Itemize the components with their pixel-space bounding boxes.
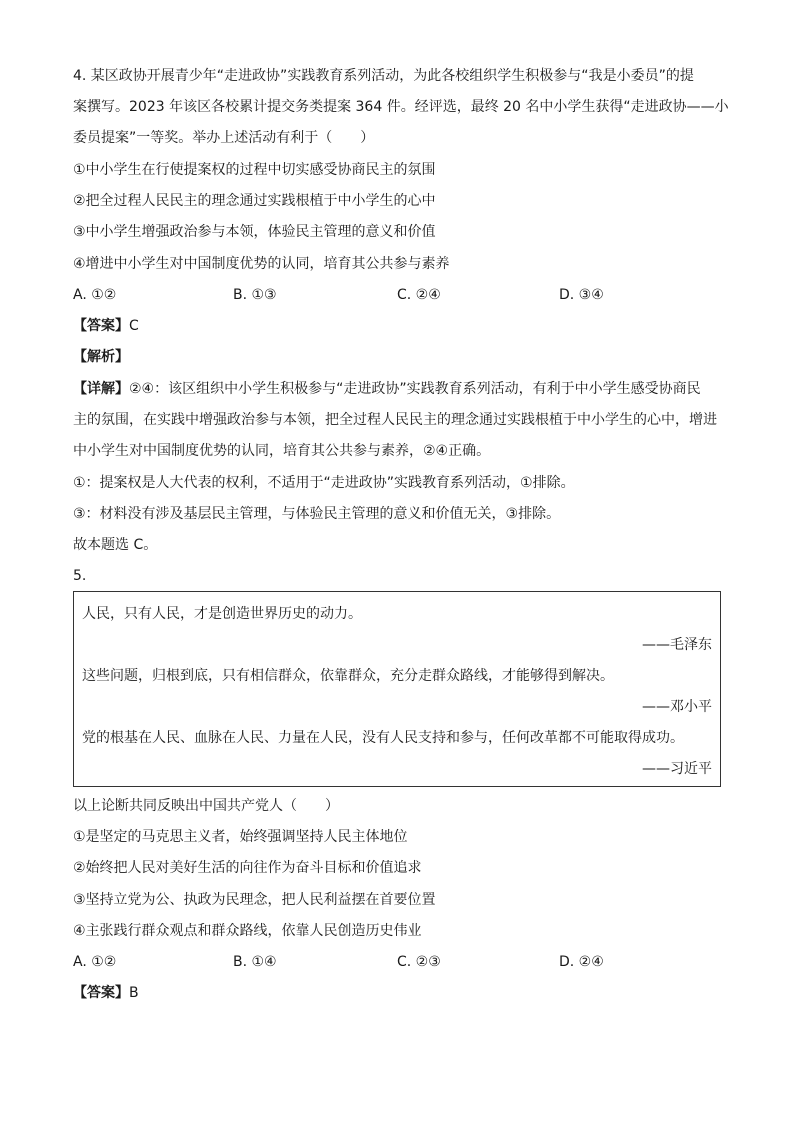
q4-item-1: ①中小学生在行使提案权的过程中切实感受协商民主的氛围 [73, 162, 436, 178]
q4-item-4: ④增进中小学生对中国制度优势的认同，培育其公共参与素养 [73, 256, 450, 272]
q4-conclusion: 故本题选 C。 [73, 537, 158, 553]
q4-stem-line-1: 4. 某区政协开展青少年“走进政协”实践教育系列活动，为此各校组织学生积极参与“我是小委员”的提 [73, 68, 694, 84]
q5-stem: 以上论断共同反映出中国共产党人（ ） [73, 798, 339, 814]
q5-quote-2: 这些问题，归根到底，只有相信群众，依靠群众，充分走群众路线，才能够得到解决。 [82, 668, 614, 684]
q5-item-3: ③坚持立党为公、执政为民理念，把人民利益摆在首要位置 [73, 892, 436, 908]
q4-answer [73, 316, 723, 336]
q4-option-c: C. ②④ [397, 287, 441, 303]
q5-option-c: C. ②③ [397, 954, 441, 970]
q4-analysis-tag: 【解析】 [73, 349, 129, 365]
q4-item-3: ③中小学生增强政治参与本领，体验民主管理的意义和价值 [73, 224, 436, 240]
q4-detail-tag: 【详解】 [73, 381, 129, 397]
q4-detail-line-3: 中小学生对中国制度优势的认同，培育其公共参与素养，②④正确。 [73, 443, 491, 459]
q4-exclude-2: ③：材料没有涉及基层民主管理，与体验民主管理的意义和价值无关，③排除。 [73, 506, 561, 522]
q5-item-4: ④主张践行群众观点和群众路线，依靠人民创造历史伟业 [73, 923, 422, 939]
q5-quote-box [73, 591, 721, 787]
q5-number: 5. [73, 568, 87, 584]
q4-answer-tag: 【答案】 [73, 318, 129, 334]
q5-option-d: D. ②④ [559, 954, 604, 970]
q4-detail-line-2: 主的氛围，在实践中增强政治参与本领，把全过程人民民主的理念通过实践根植于中小学生的心中，增进 [73, 412, 717, 428]
q4-detail-line-1 [73, 379, 723, 399]
q4-option-d: D. ③④ [559, 287, 604, 303]
q4-detail-text-1: ②④：该区组织中小学生积极参与“走进政协”实践教育系列活动，有利于中小学生感受协商民 [129, 381, 701, 397]
q5-quote-3-author: ——习近平 [642, 761, 712, 777]
q5-quote-1-author: ——毛泽东 [642, 637, 712, 653]
q5-options [73, 952, 723, 972]
q4-option-a: A. ①② [73, 287, 117, 303]
q5-answer-tag: 【答案】 [73, 985, 129, 1001]
q5-quote-2-author: ——邓小平 [642, 699, 712, 715]
q4-exclude-1: ①：提案权是人大代表的权利，不适用于“走进政协”实践教育系列活动，①排除。 [73, 475, 575, 491]
q5-quote-3: 党的根基在人民、血脉在人民、力量在人民，没有人民支持和参与，任何改革都不可能取得成功。 [82, 730, 684, 746]
q4-option-b: B. ①③ [233, 287, 277, 303]
q5-item-1: ①是坚定的马克思主义者，始终强调坚持人民主体地位 [73, 829, 408, 845]
q5-item-2: ②始终把人民对美好生活的向往作为奋斗目标和价值追求 [73, 860, 422, 876]
q4-answer-value: C [129, 318, 139, 334]
q4-options [73, 285, 723, 305]
q5-option-b: B. ①④ [233, 954, 277, 970]
q5-answer-value: B [129, 985, 139, 1001]
q5-answer [73, 983, 723, 1003]
q5-quote-1: 人民，只有人民，才是创造世界历史的动力。 [82, 606, 362, 622]
q4-item-2: ②把全过程人民民主的理念通过实践根植于中小学生的心中 [73, 193, 436, 209]
q5-option-a: A. ①② [73, 954, 117, 970]
q4-stem-line-3: 委员提案”一等奖。举办上述活动有利于（ ） [73, 130, 375, 146]
q4-stem-line-2: 案撰写。2023 年该区各校累计提交务类提案 364 件。经评选，最终 20 名中小学生获得“走进政协——小 [73, 99, 729, 115]
